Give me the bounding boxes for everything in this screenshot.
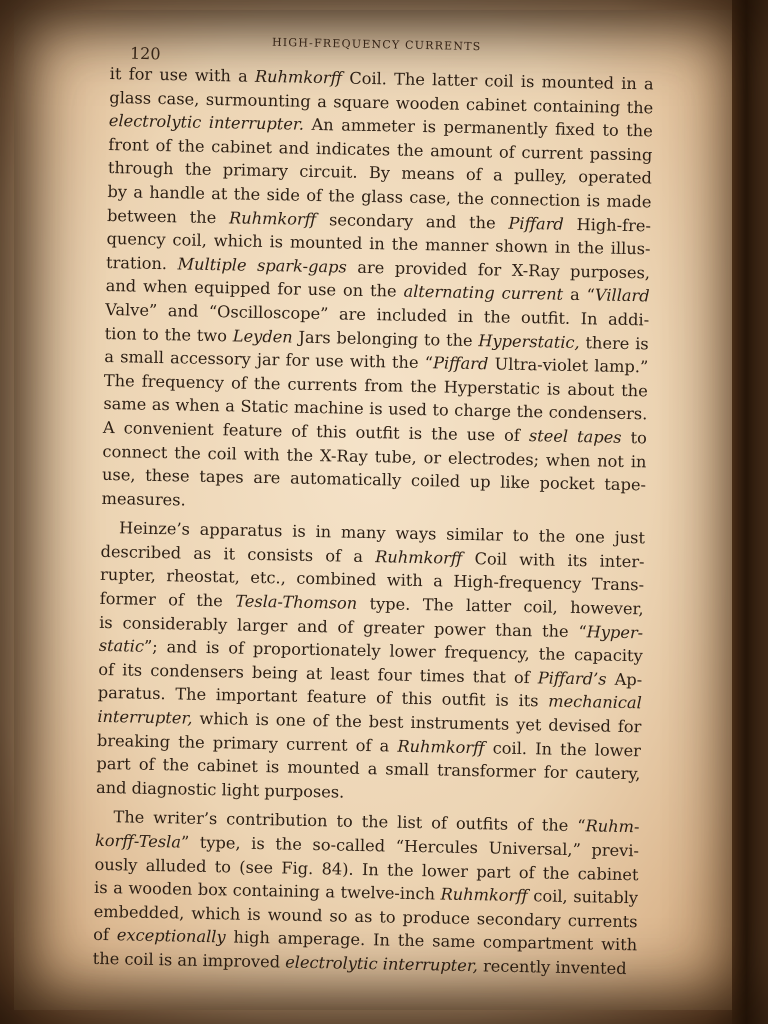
text-run: a “ bbox=[562, 285, 596, 305]
text-run: coil. In the lower bbox=[484, 737, 642, 760]
text-run: measures. bbox=[101, 488, 186, 510]
text-run: recently invented bbox=[477, 956, 627, 979]
italic-run: mechanical bbox=[548, 691, 642, 713]
text-run: and diagnostic light purposes. bbox=[95, 777, 345, 802]
italic-run: electrolytic interrupter, bbox=[285, 952, 479, 976]
text-run: ” type, is the so-called “Hercules Universal,” previ- bbox=[180, 832, 640, 861]
text-run: same as when a Static machine is used to charge the condensers. bbox=[103, 394, 648, 424]
text-run: Heinze’s apparatus is in many ways similar to the one just bbox=[118, 518, 646, 548]
italic-run: Ruhmkorff bbox=[254, 66, 343, 88]
italic-run: Villard bbox=[594, 285, 650, 306]
text-run: by a handle at the side of the glass case, the connection is made bbox=[107, 181, 652, 212]
text-run: The writer’s contribution to the list of outfits of the “ bbox=[113, 807, 586, 836]
italic-run: Piffard bbox=[432, 353, 489, 374]
text-run: are provided for X-Ray purposes, bbox=[346, 257, 651, 283]
text-run: use, these tapes are automatically coiled up like pocket tape- bbox=[101, 465, 647, 495]
text-run: there is bbox=[579, 332, 649, 353]
text-run: type. The latter coil, however, bbox=[357, 593, 644, 619]
italic-run: Multiple spark-gaps bbox=[177, 254, 347, 277]
text-run: between the bbox=[106, 205, 230, 227]
text-run: secondary and the bbox=[316, 209, 509, 233]
italic-run: steel tapes bbox=[528, 426, 622, 447]
body-text bbox=[93, 62, 654, 981]
italic-run: Leyden bbox=[232, 325, 293, 347]
text-run: through the primary circuit. By means of a pulley, operated bbox=[107, 158, 653, 188]
italic-run: Piffard’s bbox=[537, 668, 607, 689]
italic-run: Piffard bbox=[508, 213, 564, 234]
text-run: of bbox=[93, 925, 118, 945]
text-run: embedded, which is wound so as to produce secondary currents bbox=[93, 901, 638, 932]
italic-run: Tesla-Thomson bbox=[235, 591, 358, 613]
text-run: High-fre- bbox=[563, 214, 652, 235]
text-run: tration. bbox=[105, 252, 178, 274]
text-run: rupter, rheostat, etc., combined with a High-frequency Trans- bbox=[99, 565, 645, 595]
text-run: The frequency of the currents from the Hyperstatic is about the bbox=[103, 370, 648, 401]
running-head: HIGH-FREQUENCY CURRENTS bbox=[271, 35, 482, 54]
text-run: ”; and is of proportionately lower frequency, the capacity bbox=[143, 637, 643, 666]
text-run: the coil is an improved bbox=[92, 948, 286, 972]
text-run: An ammeter is permanently fixed to the bbox=[303, 114, 653, 141]
text-run: it for use with a bbox=[109, 63, 256, 86]
paragraph bbox=[93, 805, 640, 981]
text-run: Coil. The latter coil is mounted in a bbox=[341, 68, 654, 94]
text-run: is considerably larger and of greater power than the “ bbox=[99, 612, 587, 641]
italic-run: korff-Tesla bbox=[94, 830, 182, 852]
text-run: is a wooden box containing a twelve-inch bbox=[93, 878, 441, 904]
italic-run: electrolytic interrupter. bbox=[108, 111, 305, 134]
italic-run: alternating current bbox=[403, 282, 564, 305]
italic-run: interrupter, bbox=[97, 706, 193, 728]
text-run: which is one of the best instruments yet devised for bbox=[192, 708, 642, 737]
text-run: glass case, surmounting a square wooden cabinet containing the bbox=[109, 87, 654, 118]
text-run: high amperage. In the same compartment with bbox=[225, 927, 638, 955]
text-run: Valve” and “Oscilloscope” are included in the outfit. In addi- bbox=[105, 299, 650, 330]
text-run: front of the cabinet and indicates the amount of current passing bbox=[108, 134, 653, 165]
italic-run: Ruhmkorff bbox=[397, 736, 485, 757]
page-edge bbox=[732, 0, 768, 1024]
text-run: connect the coil with the X-Ray tube, or electrodes; when not in bbox=[102, 441, 647, 471]
italic-run: Ruhmkorff bbox=[375, 547, 463, 568]
text-run: part of the cabinet is mounted a small transformer for cautery, bbox=[96, 754, 641, 784]
text-run: Ap- bbox=[606, 669, 643, 690]
page-number: 120 bbox=[129, 43, 161, 64]
paragraph bbox=[101, 62, 654, 521]
text-run: ously alluded to (see Fig. 84). In the lower part of the cabinet bbox=[94, 854, 639, 884]
text-run: and when equipped for use on the bbox=[105, 276, 404, 302]
italic-run: Hyper- bbox=[586, 621, 644, 642]
text-run: Coil with its inter- bbox=[462, 548, 645, 572]
text-run: paratus. The important feature of this outfit is its bbox=[97, 683, 549, 711]
text-run: coil, suitably bbox=[527, 886, 639, 908]
italic-run: Ruhmkorff bbox=[228, 207, 317, 229]
text-run: tion to the two bbox=[104, 323, 234, 345]
italic-run: Hyperstatic, bbox=[478, 330, 580, 352]
paragraph bbox=[96, 516, 645, 810]
text-run: a small accessory jar for use with the “ bbox=[104, 347, 434, 373]
text-run: A convenient feature of this outfit is the use of bbox=[102, 417, 530, 446]
text-run: Jars belonging to the bbox=[292, 327, 479, 350]
text-run: Ultra-violet lamp.” bbox=[488, 354, 649, 377]
italic-run: static bbox=[98, 636, 145, 657]
italic-run: exceptionally bbox=[116, 925, 226, 947]
text-run: former of the bbox=[99, 588, 236, 611]
text-run: quency coil, which is mounted in the manner shown in the illus- bbox=[106, 229, 651, 259]
text-run: to bbox=[621, 427, 648, 448]
text-run: breaking the primary current of a bbox=[96, 730, 398, 756]
italic-run: Ruhm- bbox=[585, 816, 640, 837]
text-run: of its condensers being at least four times that of bbox=[98, 659, 539, 688]
text-run: described as it consists of a bbox=[100, 541, 376, 567]
italic-run: Ruhmkorff bbox=[440, 884, 528, 906]
